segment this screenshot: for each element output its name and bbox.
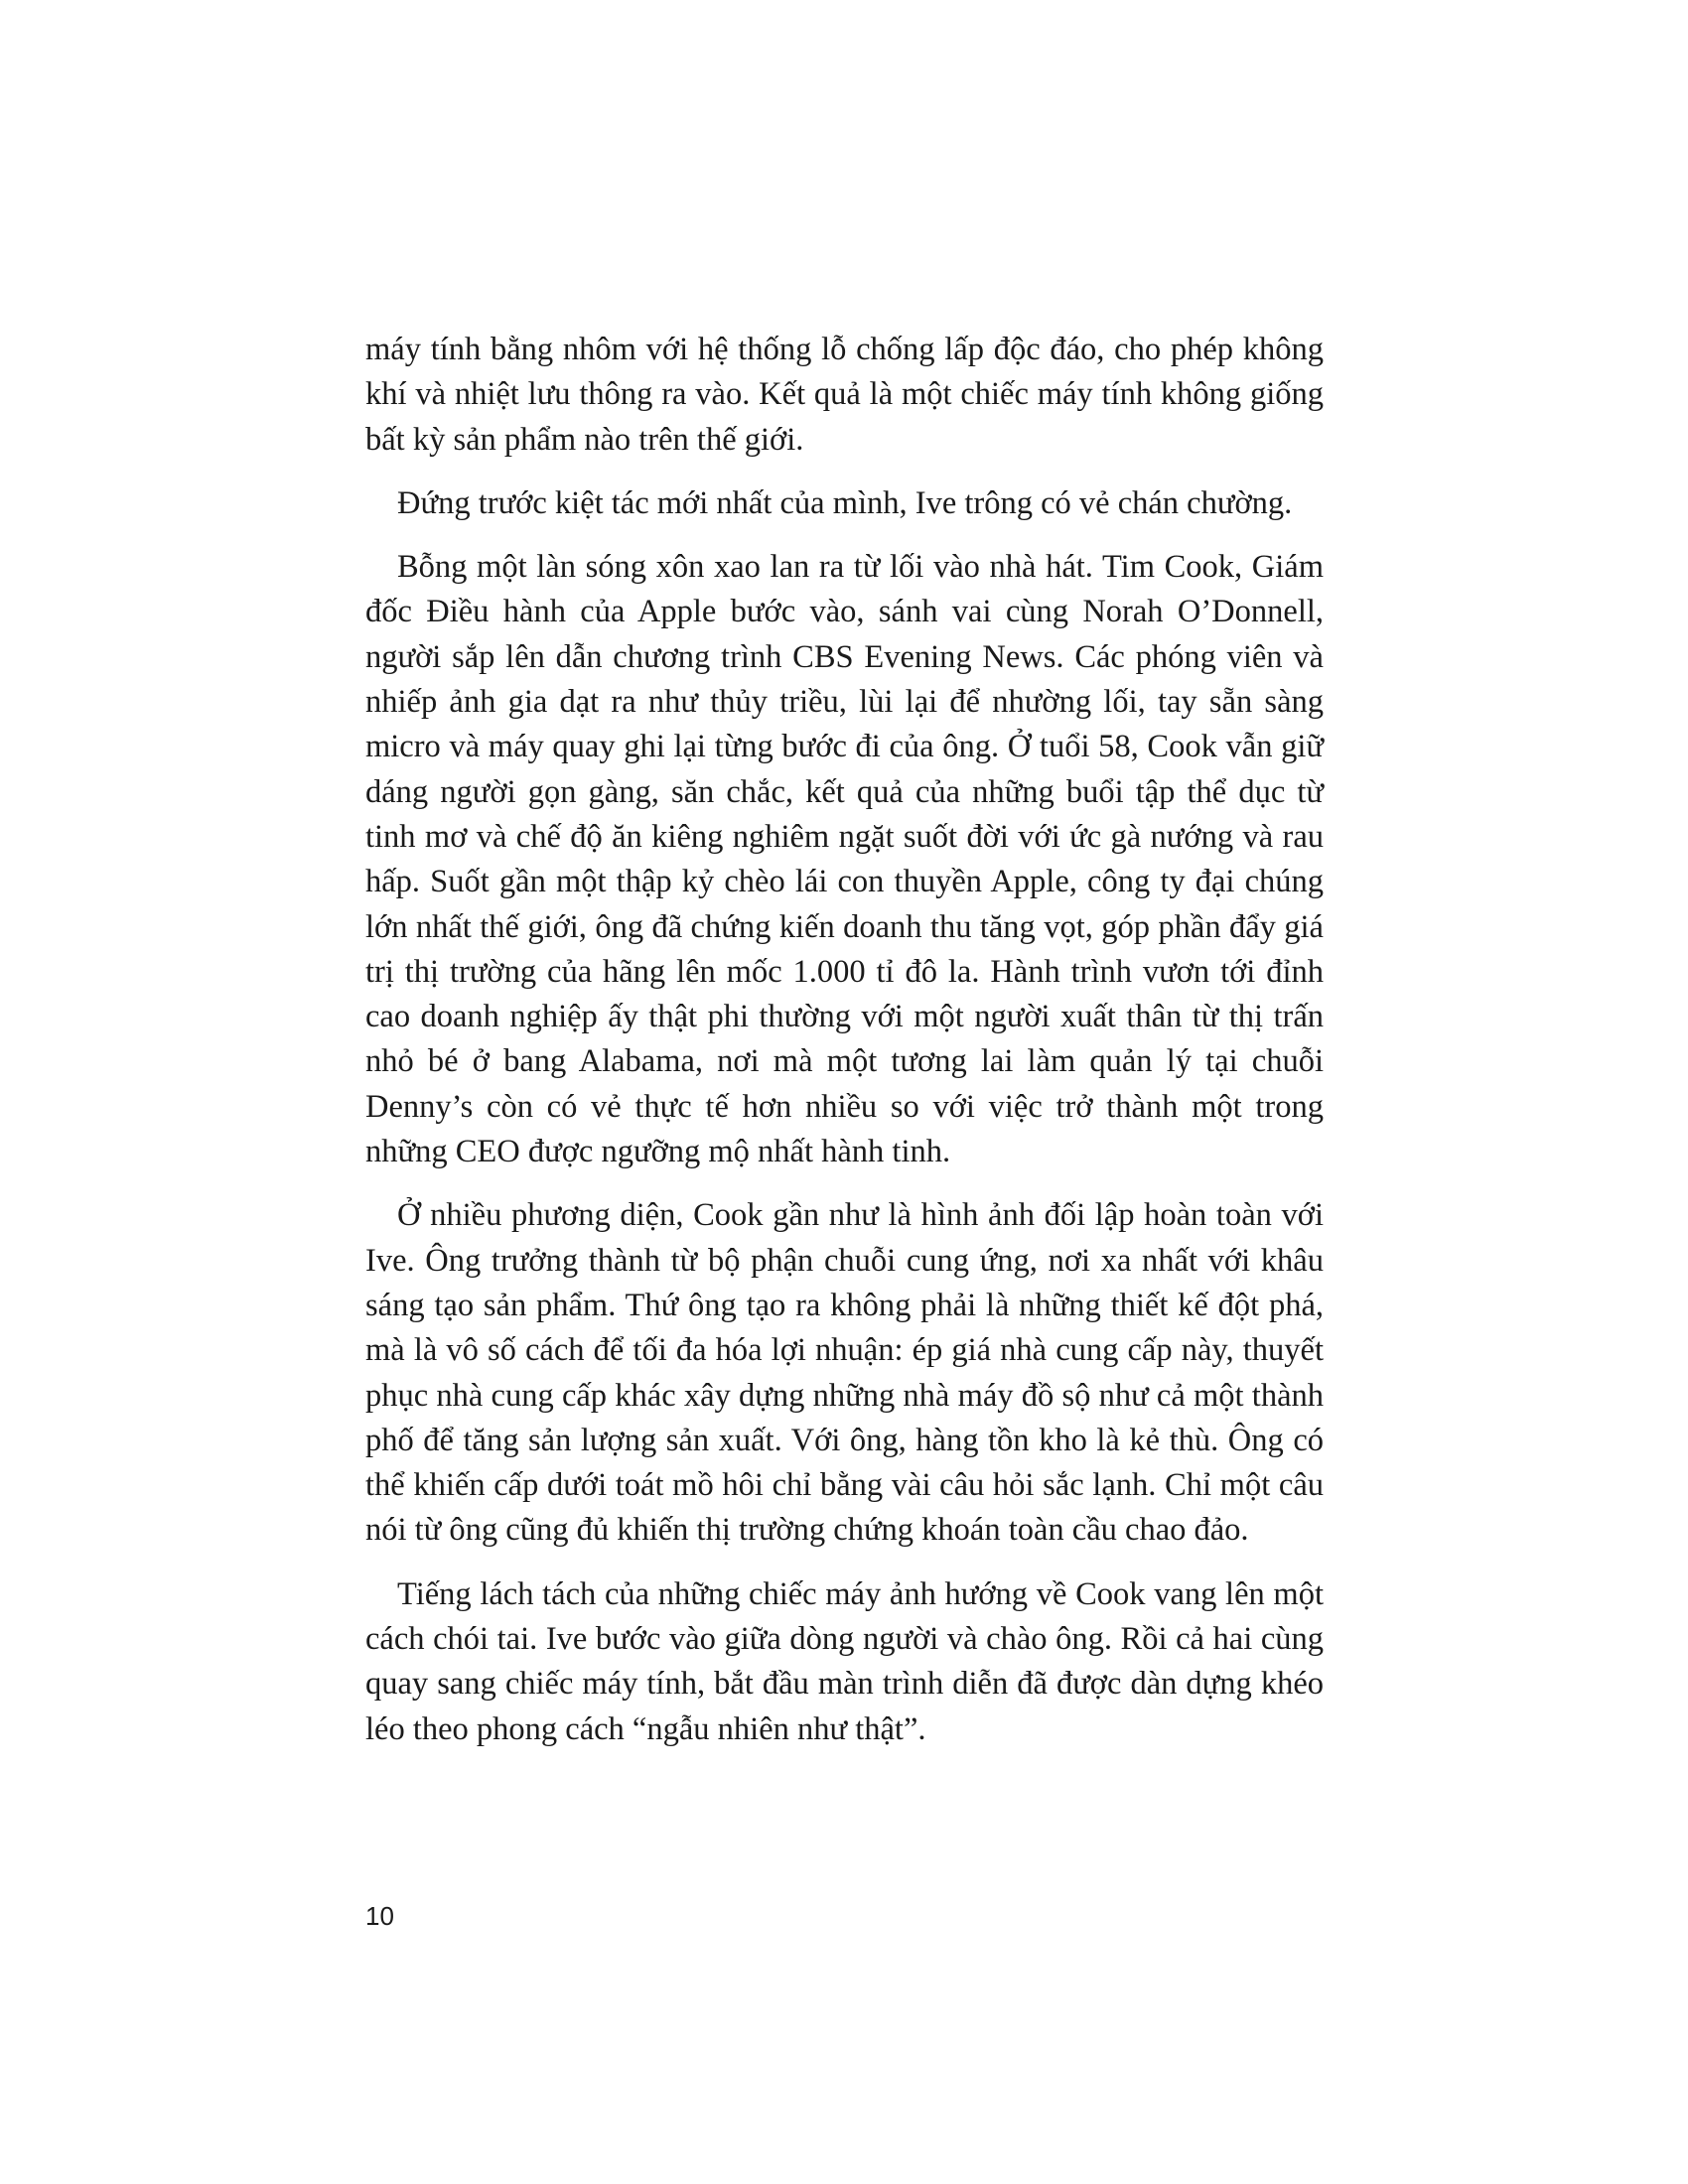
body-text	[365, 328, 1324, 1771]
paragraph: Đứng trước kiệt tác mới nhất của mình, Ive trông có vẻ chán chường.	[397, 484, 1293, 521]
paragraph: Bỗng một làn sóng xôn xao lan ra từ lối vào nhà hát. Tim Cook, Giám đốc Điều hành của Apple bước vào, sánh vai cùng Norah O’Donnell, người sắp lên dẫn chương trình CBS Evening News. Các phóng viên và nhiếp ảnh gia dạt ra như thủy triều, lùi lại để nhường lối, tay sẵn sàng micro và máy quay ghi lại từng bước đi của ông. Ở tuổi 58, Cook vẫn giữ dáng người gọn gàng, săn chắc, kết quả của những buổi tập thể dục từ tinh mơ và chế độ ăn kiêng nghiêm ngặt suốt đời với ức gà nướng và rau hấp. Suốt gần một thập kỷ chèo lái con thuyền Apple, công ty đại chúng lớn nhất thế giới, ông đã chứng kiến doanh thu tăng vọt, góp phần đẩy giá trị thị trường của hãng lên mốc 1.000 tỉ đô la. Hành trình vươn tới đỉnh cao doanh nghiệp ấy thật phi thường với một người xuất thân từ thị trấn nhỏ bé ở bang Alabama, nơi mà một tương lai làm quản lý tại chuỗi Denny’s còn có vẻ thực tế hơn nhiều so với việc trở thành một trong những CEO được ngưỡng mộ nhất hành tinh.	[365, 549, 1324, 1170]
page-number: 10	[365, 1901, 394, 1931]
paragraph: Ở nhiều phương diện, Cook gần như là hình ảnh đối lập hoàn toàn với Ive. Ông trưởng thành từ bộ phận chuỗi cung ứng, nơi xa nhất với khâu sáng tạo sản phẩm. Thứ ông tạo ra không phải là những thiết kế đột phá, mà là vô số cách để tối đa hóa lợi nhuận: ép giá nhà cung cấp này, thuyết phục nhà cung cấp khác xây dựng những nhà máy đồ sộ như cả một thành phố để tăng sản lượng sản xuất. Với ông, hàng tồn kho là kẻ thù. Ông có thể khiến cấp dưới toát mồ hôi chỉ bằng vài câu hỏi sắc lạnh. Chỉ một câu nói từ ông cũng đủ khiến thị trường chứng khoán toàn cầu chao đảo.	[365, 1197, 1324, 1549]
paragraph-continuation: máy tính bằng nhôm với hệ thống lỗ chống lấp độc đáo, cho phép không khí và nhiệt lưu thông ra vào. Kết quả là một chiếc máy tính không giống bất kỳ sản phẩm nào trên thế giới.	[365, 332, 1324, 458]
paragraph: Tiếng lách tách của những chiếc máy ảnh hướng về Cook vang lên một cách chói tai. Ive bước vào giữa dòng người và chào ông. Rồi cả hai cùng quay sang chiếc máy tính, bắt đầu màn trình diễn đã được dàn dựng khéo léo theo phong cách “ngẫu nhiên như thật”.	[365, 1575, 1324, 1747]
